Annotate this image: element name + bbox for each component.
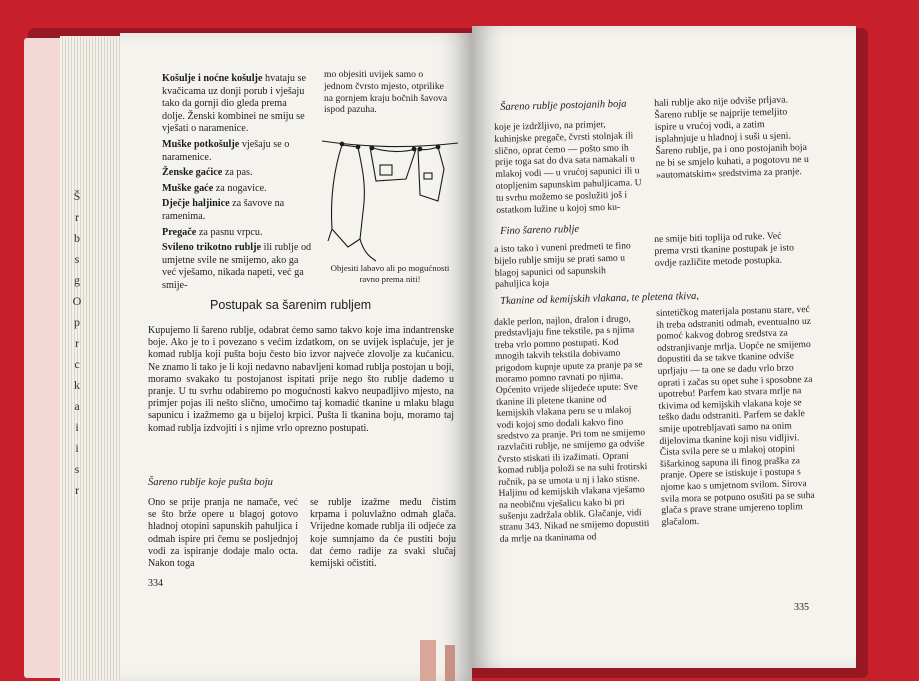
- edge-letter: a: [74, 399, 80, 413]
- left-bottom-col2: se rublje izažme među čistim krpama i poluvlažno odmah glača. Vrijedne komade rublja ili odjeće za koje sumnjamo da će pustiti boju dat ćemo radije za svaki slučaj kemijski očistiti.: [310, 497, 456, 570]
- right-col1-b: a isto tako i vuneni predmeti te fino bijelo rublje smiju se prati samo u blagoj sapunici od sapunskih pahuljica koja: [494, 240, 631, 291]
- hanging-rule-term: Ženske gaćice: [162, 167, 223, 179]
- illustration-caption: Objesiti labavo ali po mogućnosti ravno prema niti!: [330, 263, 450, 284]
- right-subheading-2: Fino šareno rublje: [500, 223, 580, 237]
- hanging-rule-text: za nogavice.: [213, 182, 267, 194]
- right-col2-a: hali rublje ako nije odviše prljava. Šareno rublje se najprije temeljito ispire u vrućoj vodi, a zatim isplahnjuje u hladnoj i suši u sjeni. Šareno rublje, pa i ono postojanih boja ne bi se smjelo kuhati, a pogotovu ne u »automatskim« sredstvima za pranje.: [654, 94, 809, 181]
- left-subheading: Šareno rublje koje pušta boju: [148, 477, 273, 488]
- hanging-rule-term: Svileno trikotno rublje: [162, 242, 262, 254]
- left-page-number: 334: [148, 578, 163, 589]
- left-bottom-col1: Ono se prije pranja ne namače, već se što brže opere u blagoj gotovo hladnoj otopini sapunskih pahuljica i odmah ispire pri čemu se posljednjoj vodi za ispiranje dodaje malo octa. Nakon toga: [148, 497, 298, 570]
- edge-letter: c: [74, 357, 80, 371]
- hanging-rule-item: [162, 139, 312, 164]
- edge-letter: i: [75, 441, 79, 455]
- hanging-rule-term: Muške potkošulje: [162, 138, 240, 150]
- hanging-rule-term: Košulje i noćne košulje: [162, 73, 263, 84]
- hanging-rule-term: Pregače: [162, 226, 197, 238]
- hanging-rule-item: [162, 242, 312, 292]
- hanging-rule-text: za pasnu vrpcu.: [196, 226, 263, 238]
- right-subheading-1: Šareno rublje postojanih boja: [500, 98, 627, 113]
- previous-page-edge-letters: [72, 186, 82, 501]
- hanging-rule-text: za šavove na ramenima.: [162, 198, 285, 222]
- hanging-rule-term: Dječje haljinice: [162, 198, 230, 210]
- hanging-rule-text: hvataju se kvačicama uz donji porub i vješaju tako da gornji dio gleda prema dolje. Ženski kombinei ne smiju se vješati o naramenice.: [162, 73, 307, 135]
- edge-letter: b: [74, 231, 80, 245]
- left-col1-list: [162, 73, 312, 296]
- edge-letter: r: [75, 336, 79, 350]
- right-col2-b: ne smije biti toplija od ruke. Već prema vrsti tkanine postupak je isto ovdje različite metode postupka.: [654, 230, 795, 269]
- edge-letter: k: [74, 378, 80, 392]
- bookmark-ribbon-2: [445, 645, 455, 681]
- hanging-rule-item: [162, 183, 312, 196]
- hanging-rule-term: Muške gaće: [162, 182, 214, 194]
- right-col1-c: dakle perlon, najlon, dralon i drugo, predstavljaju fine tekstile, pa s njima treba vrlo pomno postupati. Kod mnogih takvih tekstila dobivamo prigodom kupnje upute za pranje pa se moramo pomno ravnati po njima. Općenito vrijede slijedeće upute: Sve tkanine ili pletene tkanine od kemijskih vlakana peru se u mlakoj vodi kojoj smo dodali kakvo fino sredstvo za pranje. Pri tom ne smijemo razvlačiti rublje, ne smijemo ga odviše čvrsto stiskati ili izažimati. Oprani komad rublja položi se na suhi frotirski ručnik, pa se umota u nj i lako stisne. Haljinu od kemijskih vlakana vješamo na neobičnu vješalicu kako bi pri sušenju zadržala oblik. Glačanje, vidi stranu 343. Nikad ne smijemo dopustiti da mrlje na tkaninama od: [494, 314, 650, 545]
- hanging-rule-item: [162, 73, 312, 136]
- edge-letter: s: [74, 462, 80, 476]
- edge-letter: O: [72, 294, 82, 308]
- section-heading: Postupak sa šarenim rubljem: [210, 298, 372, 312]
- edge-letter: r: [75, 483, 79, 497]
- edge-letter: p: [74, 315, 80, 329]
- right-page-number: 335: [794, 602, 809, 613]
- hanging-rule-item: [162, 198, 312, 223]
- hanging-rule-text: za pas.: [222, 167, 253, 179]
- hanging-rule-item: [162, 227, 312, 240]
- left-col2-top-text: mo objesiti uvijek samo o jednom čvrsto mjesto, otprilike na gornjem kraju bočnih šavova ispod pazuha.: [324, 69, 448, 116]
- hanging-rule-text: vješaju se o naramenice.: [162, 138, 290, 163]
- bookmark-ribbon: [420, 640, 436, 681]
- right-col2-c: sintetičkog materijala postanu stare, već ih treba odstraniti odmah, eventualno uz pomoć kakvog dobrog sredstva za odstranjivanje mrlja. Uopće ne smijemo dopustiti da se takve tkanine odviše uprljaju — ta one se dadu vrlo brzo oprati i začas su opet suhe i sposobne za upotrebu! Parfem kao stvara mrlje na tkivima od kemijskih vlakana koje se teško dadu odstraniti. Parfem se dakle smije upotrebljavati samo na onim dijelovima tkanine koji nisu vidljivi. Čista svila pere se u mlakoj otopini šišarkinog sapuna ili finog praška za pranje. Opere se istiskuje i postupa s njome kao s umjetnom svilom. Sirova svila mora se potpuno osušiti pa se suha glača s prave strane umjereno toplim glačalom.: [656, 303, 815, 528]
- edge-letter: g: [74, 273, 80, 287]
- left-page: [120, 33, 472, 681]
- right-subheading-3: Tkanine od kemijskih vlakana, te pletena tkiva,: [500, 290, 700, 307]
- right-col1-a: koje je izdržljivo, na primjer, kuhinjske pregače, čvrsti stolnjak ili slično, oprat ćemo — pošto smo ih prije toga sat do dva sata namakali u mlakoj vodi — u vrućoj sapunici ili u otopljenim sapunskim pahuljicama. U tu svrhu možemo se poslužiti još i ostatkom lužine u kojoj smo ku-: [494, 119, 642, 216]
- edge-letter: r: [75, 210, 79, 224]
- hanging-rule-item: [162, 167, 312, 180]
- edge-letter: i: [75, 420, 79, 434]
- edge-letter: s: [74, 252, 80, 266]
- right-page: [472, 26, 856, 668]
- hanging-rule-text: ili rublje od umjetne svile ne smijemo, ako ga već vješamo, nikada napeti, već ga smije-: [162, 242, 312, 291]
- clothesline-illustration: [320, 129, 460, 263]
- left-main-paragraph: Kupujemo li šareno rublje, odabrat ćemo samo takvo koje ima indantrenske boje. Ako je to i povezano s većim izdatkom, on se uvijek isplaćuje, jer je komad rublja koji pušta boju često bio izvor najveće zlovolje za kućanicu. Ne znamo li tako je li koji nedavno nabavljeni komad rublja postojan u boji, moramo svakako tu postojanost ispitati prije nego što rublje dademo u pranje. U tu svrhu odabiremo po mogućnosti kakvo neupadljivo mjesto, na primjer pojas ili nešto slično, umočimo taj komadić tkanine u mlaku blagu sapunicu i izažmemo ga u bijeloj krpici. Pušta li tkanina boju, moramo taj komad rublja izdvojiti i s njime vrlo oprezno postupati.: [148, 325, 454, 434]
- edge-letter: Š: [73, 189, 81, 203]
